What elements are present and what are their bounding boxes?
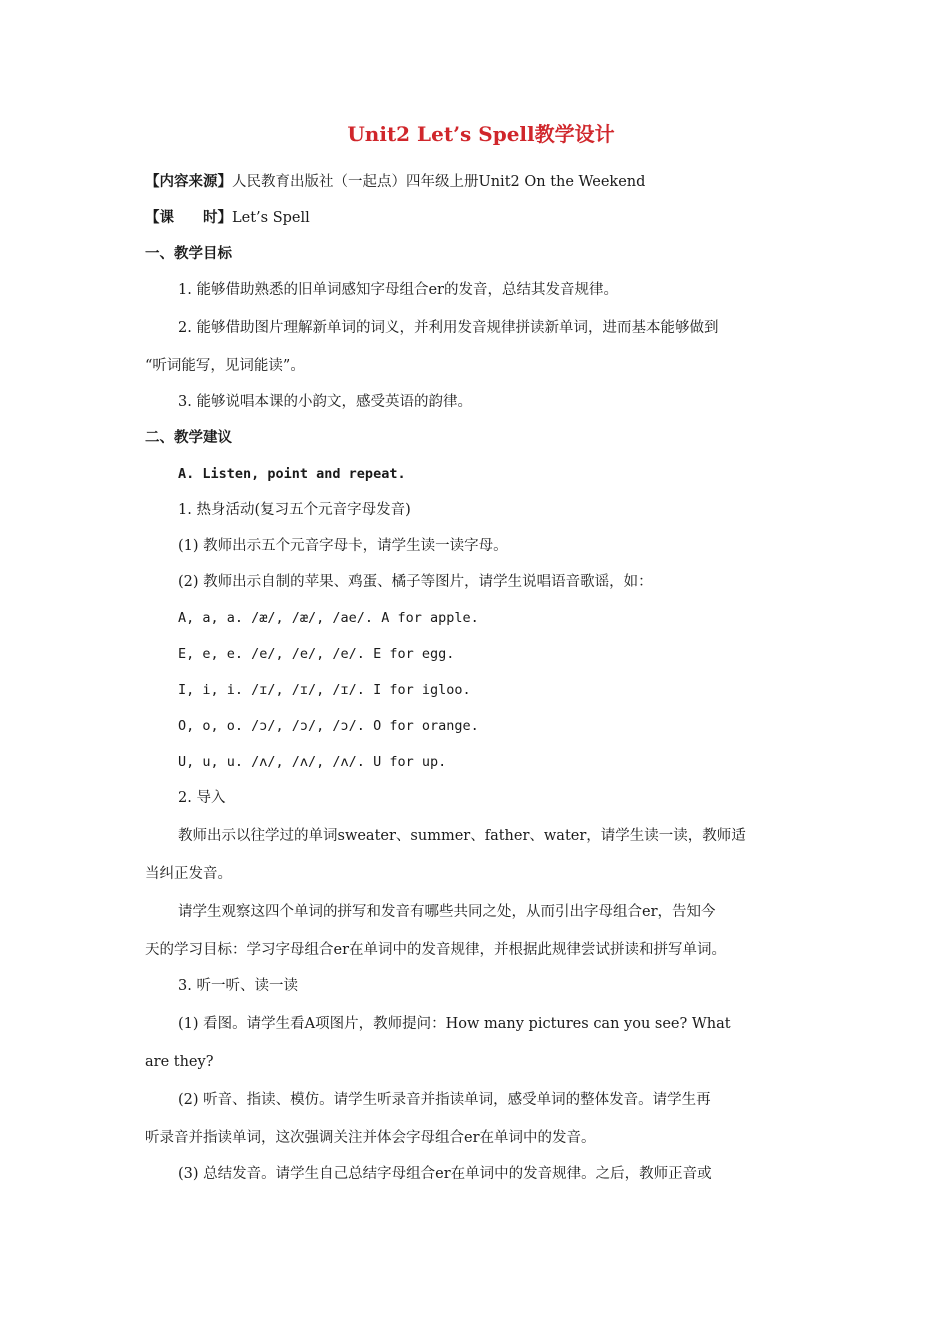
document-page xyxy=(145,118,817,1192)
goal-item: 2. 能够借助图片理解新单词的词义，并利用发音规律拼读新单词，进而基本能够做到 xyxy=(178,320,719,336)
paragraph-line: 教师出示以往学过的单词sweater、summer、father、water，请学生读一读，教师适 xyxy=(178,828,746,844)
paragraph-line: 听录音并指读单词，这次强调关注并体会字母组合er在单词中的发音。 xyxy=(145,1130,596,1146)
paragraph-line: (3) 总结发音。请学生自己总结字母组合er在单词中的发音规律。之后，教师正音或 xyxy=(178,1166,712,1182)
paragraph-line: 请学生观察这四个单词的拼写和发音有哪些共同之处，从而引出字母组合er，告知今 xyxy=(178,904,716,920)
lesson-line xyxy=(145,200,817,236)
section-heading-suggestions: 二、教学建议 xyxy=(145,429,232,446)
chant-line: A, a, a. /æ/, /æ/, /ae/. A for apple. xyxy=(178,610,479,626)
goal-item: 3. 能够说唱本课的小韵文，感受英语的韵律。 xyxy=(178,394,472,410)
goal-item: 1. 能够借助熟悉的旧单词感知字母组合er的发音，总结其发音规律。 xyxy=(178,282,618,298)
chant-line: O, o, o. /ɔ/, /ɔ/, /ɔ/. O for orange. xyxy=(178,718,479,734)
goal-item-continued: “听词能写，见词能读”。 xyxy=(145,358,305,374)
part-a-heading: A. Listen, point and repeat. xyxy=(178,466,406,482)
paragraph-line: (1) 看图。请学生看A项图片，教师提问：How many pictures can you see? What xyxy=(178,1016,731,1032)
chant-line: I, i, i. /ɪ/, /ɪ/, /ɪ/. I for igloo. xyxy=(178,682,471,698)
paragraph-line: are they? xyxy=(145,1054,214,1070)
intro-heading: 2. 导入 xyxy=(178,790,226,806)
warmup-step: (2) 教师出示自制的苹果、鸡蛋、橘子等图片，请学生说唱语音歌谣，如： xyxy=(178,574,653,590)
lesson-label: 【课 时】 xyxy=(145,209,232,226)
source-text: 人民教育出版社（一起点）四年级上册Unit2 On the Weekend xyxy=(232,174,646,190)
listen-heading: 3. 听一听、读一读 xyxy=(178,978,298,994)
lesson-text: Let’s Spell xyxy=(232,210,310,226)
chant-line: E, e, e. /e/, /e/, /e/. E for egg. xyxy=(178,646,455,662)
source-label: 【内容来源】 xyxy=(145,173,232,190)
source-line xyxy=(145,164,817,200)
chant-line: U, u, u. /ʌ/, /ʌ/, /ʌ/. U for up. xyxy=(178,754,447,770)
paragraph-line: 当纠正发音。 xyxy=(145,866,232,882)
warmup-heading: 1. 热身活动(复习五个元音字母发音) xyxy=(178,502,411,518)
paragraph-line: (2) 听音、指读、模仿。请学生听录音并指读单词，感受单词的整体发音。请学生再 xyxy=(178,1092,711,1108)
page-title: Unit2 Let’s Spell教学设计 xyxy=(347,122,615,146)
paragraph-line: 天的学习目标：学习字母组合er在单词中的发音规律，并根据此规律尝试拼读和拼写单词。 xyxy=(145,942,727,958)
warmup-step: (1) 教师出示五个元音字母卡，请学生读一读字母。 xyxy=(178,538,508,554)
section-heading-goals: 一、教学目标 xyxy=(145,245,232,262)
